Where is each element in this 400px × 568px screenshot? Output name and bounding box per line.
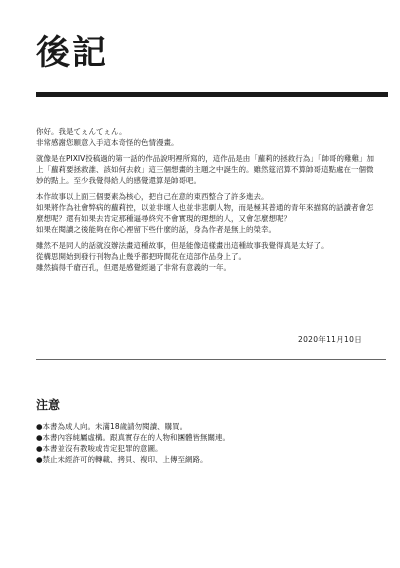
notice-list <box>36 421 366 465</box>
title-underline <box>36 92 388 97</box>
paragraph-line: 雖然搞得千瘡百孔，但還是感覺經過了非常有意義的一年。 <box>36 263 231 272</box>
paragraph-line: 非常感謝您願意入手這本奇怪的色情漫畫。 <box>36 138 179 147</box>
paragraph-line: 本作故事以上面三個要素為核心，把自己在意的東西整合了許多進去。 <box>36 192 269 201</box>
section-divider <box>36 359 386 360</box>
afterword-body <box>36 126 376 273</box>
paragraph-line: 如果將作為社會弊病的蘿莉控，以並非壞人也並非悲劇人物，而是極其普通的青年來描寫的話讀者會怎麼想呢？還有如果去肯定那種逼尋終究不會實現的理想的人，又會怎麼想呢？ <box>36 203 374 223</box>
paragraph-line: 就像是在PIXIV投稿過的第一話的作品說明裡所寫的，這作品是由「蘿莉的拯救行為」「帥哥的雞雞」加上「蘿莉要拯救誰、該如何去救」這三個想畫的主題之中誕生的。雖然筵沼算不算帥哥這點處在一個微妙的點上。至少我覺得給人的感覺還算是帥哥吧。 <box>36 154 374 185</box>
paragraph-line: 從構思開始到發行刊物為止幾乎都把時間花在這部作品身上了。 <box>36 252 246 261</box>
paragraph-line: 如果在閱讀之後能夠在你心裡留下些什麼的話，身為作者是無上的榮幸。 <box>36 225 276 234</box>
notice-heading: 注意 <box>36 398 61 412</box>
paragraph-line: 你好。我是てぇんてぇん。 <box>36 127 127 136</box>
notice-item: ●本書為成人向。未滿18歲請勿閱讀、購買。 <box>36 422 188 431</box>
notice-item: ●本書並沒有教唆或肯定犯罪的意圖。 <box>36 444 163 453</box>
paragraph-line: 雖然不是同人的話就沒辦法畫這種故事，但是能像這樣畫出這種故事我覺得真是太好了。 <box>36 241 329 250</box>
notice-item: ●本書內容純屬虛構。跟真實存在的人物和團體皆無關連。 <box>36 433 231 442</box>
afterword-date: 2020年11月10日 <box>298 335 362 344</box>
notice-item: ●禁止未經許可的轉載、拷貝、複印、上傳至網路。 <box>36 455 208 464</box>
page-title: 後記 <box>36 33 108 73</box>
